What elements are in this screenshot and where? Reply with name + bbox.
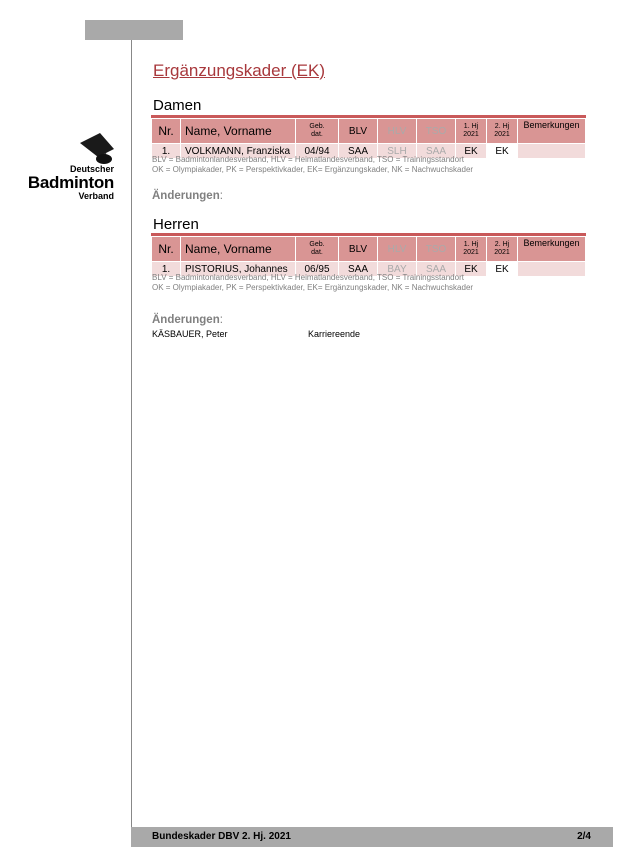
legend-line-2: OK = Olympiakader, PK = Perspektivkader, EK= Ergänzungskader, NK = Nachwuchskader	[152, 283, 474, 292]
kader-table-damen	[151, 115, 586, 159]
col-header-hj2: 2. Hj 2021	[487, 237, 517, 261]
col-header-hj1: 1. Hj 2021	[456, 119, 486, 143]
changes-heading-herren: Änderungen:	[152, 314, 223, 326]
cell-blv: SAA	[339, 144, 377, 158]
cell-hlv: BAY	[378, 262, 416, 276]
footer-bar	[131, 827, 613, 847]
changes-heading-damen: Änderungen:	[152, 190, 223, 202]
cell-hj1: EK	[456, 262, 486, 276]
col-header-bemerkungen: Bemerkungen	[518, 237, 585, 261]
margin-rule	[131, 40, 132, 828]
change-entry-name: KÄSBAUER, Peter	[152, 329, 228, 339]
cell-geb: 06/95	[296, 262, 338, 276]
kader-table-herren	[151, 233, 586, 277]
cell-nr: 1.	[152, 144, 180, 158]
section-heading-herren: Herren	[153, 216, 199, 233]
logo-line-2: Badminton	[27, 173, 114, 192]
col-header-tso: TSO	[417, 237, 455, 261]
cell-bemerkungen	[518, 144, 585, 158]
cell-tso: SAA	[417, 144, 455, 158]
cell-hj1: EK	[456, 144, 486, 158]
table-header-row	[152, 237, 585, 261]
cell-hlv: SLH	[378, 144, 416, 158]
dbv-logo	[14, 133, 114, 203]
col-header-hj2: 2. Hj 2021	[487, 119, 517, 143]
col-header-hj1: 1. Hj 2021	[456, 237, 486, 261]
cell-name: PISTORIUS, Johannes	[181, 262, 295, 276]
cell-tso: SAA	[417, 262, 455, 276]
legend-line-1: BLV = Badmintonlandesverband, HLV = Heimatlandesverband, TSO = Trainingsstandort	[152, 155, 464, 164]
col-header-nr: Nr.	[152, 237, 180, 261]
col-header-hlv: HLV	[378, 119, 416, 143]
table-header-row	[152, 119, 585, 143]
col-header-tso: TSO	[417, 119, 455, 143]
page-number: 2/4	[577, 831, 591, 842]
header-bar	[85, 20, 183, 40]
col-header-name: Name, Vorname	[181, 237, 295, 261]
legend-text-damen	[152, 155, 473, 175]
col-header-name: Name, Vorname	[181, 119, 295, 143]
col-header-hlv: HLV	[378, 237, 416, 261]
logo-line-1: Deutscher	[69, 164, 114, 174]
col-header-nr: Nr.	[152, 119, 180, 143]
cell-geb: 04/94	[296, 144, 338, 158]
cell-nr: 1.	[152, 262, 180, 276]
legend-line-2: OK = Olympiakader, PK = Perspektivkader, EK= Ergänzungskader, NK = Nachwuchskader	[152, 165, 474, 174]
footer-title: Bundeskader DBV 2. Hj. 2021	[152, 831, 291, 842]
cell-hj2: EK	[487, 262, 517, 276]
col-header-geb: Geb. dat.	[296, 237, 338, 261]
section-heading-damen: Damen	[153, 97, 202, 114]
change-entry-note: Karriereende	[308, 329, 361, 339]
cell-blv: SAA	[339, 262, 377, 276]
col-header-geb: Geb. dat.	[296, 119, 338, 143]
col-header-blv: BLV	[339, 119, 377, 143]
legend-line-1: BLV = Badmintonlandesverband, HLV = Heimatlandesverband, TSO = Trainingsstandort	[152, 273, 464, 282]
shuttlecock-icon	[76, 133, 116, 165]
legend-text-herren	[152, 273, 473, 293]
cell-bemerkungen	[518, 262, 585, 276]
col-header-blv: BLV	[339, 237, 377, 261]
cell-hj2: EK	[487, 144, 517, 158]
page-title: Ergänzungskader (EK)	[153, 61, 325, 80]
col-header-bemerkungen: Bemerkungen	[518, 119, 585, 143]
logo-line-3: Verband	[78, 191, 114, 201]
cell-name: VOLKMANN, Franziska	[181, 144, 295, 158]
